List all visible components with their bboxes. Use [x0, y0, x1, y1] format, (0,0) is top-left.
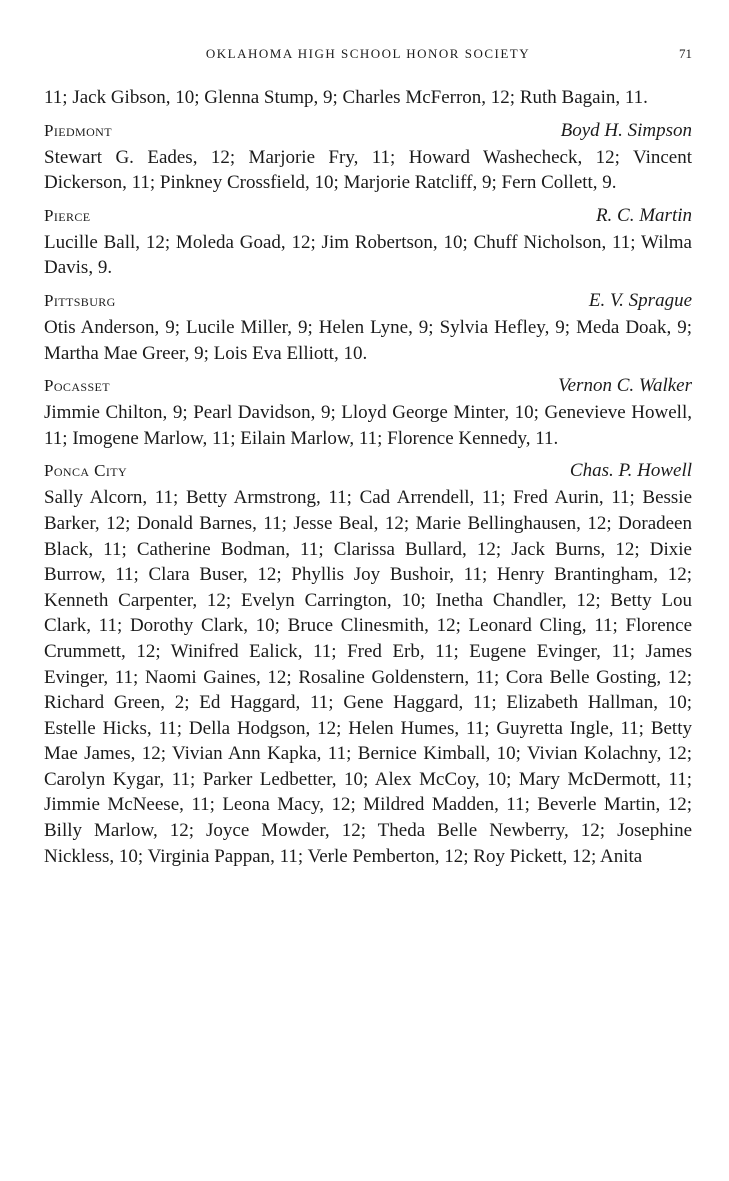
member-list: Jimmie Chilton, 9; Pearl Davidson, 9; Lloyd George Minter, 10; Genevieve Howell, 11; Imogene Marlow, 11; Eilain Marlow, 11; Florence Kennedy, 11.	[44, 402, 692, 449]
school-section-pocasset	[44, 375, 692, 451]
continued-member-list: 11; Jack Gibson, 10; Glenna Stump, 9; Charles McFerron, 12; Ruth Bagain, 11.	[44, 87, 648, 108]
member-list: Lucille Ball, 12; Moleda Goad, 12; Jim Robertson, 10; Chuff Nicholson, 11; Wilma Davis, 9.	[44, 231, 692, 279]
sponsor-name: Boyd H. Simpson	[560, 119, 692, 141]
running-header	[44, 40, 692, 64]
school-heading	[44, 120, 692, 142]
member-list: Stewart G. Eades, 12; Marjorie Fry, 11; Howard Washecheck, 12; Vincent Dickerson, 11; Pinkney Crossfield, 10; Marjorie Ratcliff, 9; Fern Collett, 9.	[44, 146, 692, 194]
sponsor-name: Chas. P. Howell	[569, 460, 692, 482]
school-name: Pierce	[44, 205, 91, 225]
sponsor-name: Vernon C. Walker	[558, 375, 692, 397]
school-section-pittsburg	[44, 290, 692, 366]
school-heading	[44, 205, 692, 227]
sponsor-name: E. V. Sprague	[588, 289, 692, 311]
school-name: Ponca City	[44, 461, 128, 481]
school-heading	[44, 375, 692, 397]
school-section-piedmont	[44, 120, 692, 196]
page-number: 71	[679, 46, 692, 61]
school-name: Pocasset	[44, 376, 110, 396]
running-title: OKLAHOMA HIGH SCHOOL HONOR SOCIETY	[205, 46, 531, 61]
school-name: Piedmont	[44, 120, 112, 140]
sponsor-name: R. C. Martin	[595, 204, 692, 226]
member-list: Sally Alcorn, 11; Betty Armstrong, 11; Cad Arrendell, 11; Fred Aurin, 11; Bessie Barker, 12; Donald Barnes, 11; Jesse Beal, 12; Marie Bellinghausen, 12; Doradeen Black, 11; Catherine Bodman, 11; Clarissa Bullard, 12; Jack Burns, 12; Dixie Burrow, 11; Clara Buser, 12; Phyllis Joy Bushoir, 11; Henry Brantingham, 12; Kenneth Carpenter, 12; Evelyn Carrington, 10; Inetha Chandler, 12; Betty Lou Clark, 11; Dorothy Clark, 10; Bruce Clinesmith, 12; Leonard Cling, 11; Florence Crummett, 12; Winifred Ealick, 11; Fred Erb, 11; Eugene Evinger, 11; James Evinger, 11; Naomi Gaines, 12; Rosaline Goldenstern, 11; Cora Belle Gosting, 12; Richard Green, 2; Ed Haggard, 11; Gene Haggard, 11; Elizabeth Hallman, 10; Estelle Hicks, 11; Della Hodgson, 12; Helen Humes, 11; Guyretta Ingle, 11; Betty Mae James, 12; Vivian Ann Kapka, 11; Bernice Kimball, 10; Vivian Kolachny, 12; Carolyn Kygar, 11; Parker Ledbetter, 10; Alex McCoy, 10; Mary McDermott, 11; Jimmie McNeese, 11; Leona Macy, 12; Mildred Madden, 11; Beverle Martin, 12; Billy Marlow, 12; Joyce Mowder, 12; Theda Belle Newberry, 12; Josephine Nickless, 10; Virginia Pappan, 11; Verle Pemberton, 12; Roy Pickett, 12; Anita	[44, 487, 692, 867]
school-name: Pittsburg	[44, 290, 116, 310]
member-list: Otis Anderson, 9; Lucile Miller, 9; Helen Lyne, 9; Sylvia Hefley, 9; Meda Doak, 9; Martha Mae Greer, 9; Lois Eva Elliott, 10.	[44, 316, 692, 364]
school-heading	[44, 290, 692, 312]
school-heading	[44, 460, 692, 482]
school-section-ponca-city	[44, 460, 692, 869]
school-section-pierce	[44, 205, 692, 281]
book-page	[44, 40, 692, 869]
